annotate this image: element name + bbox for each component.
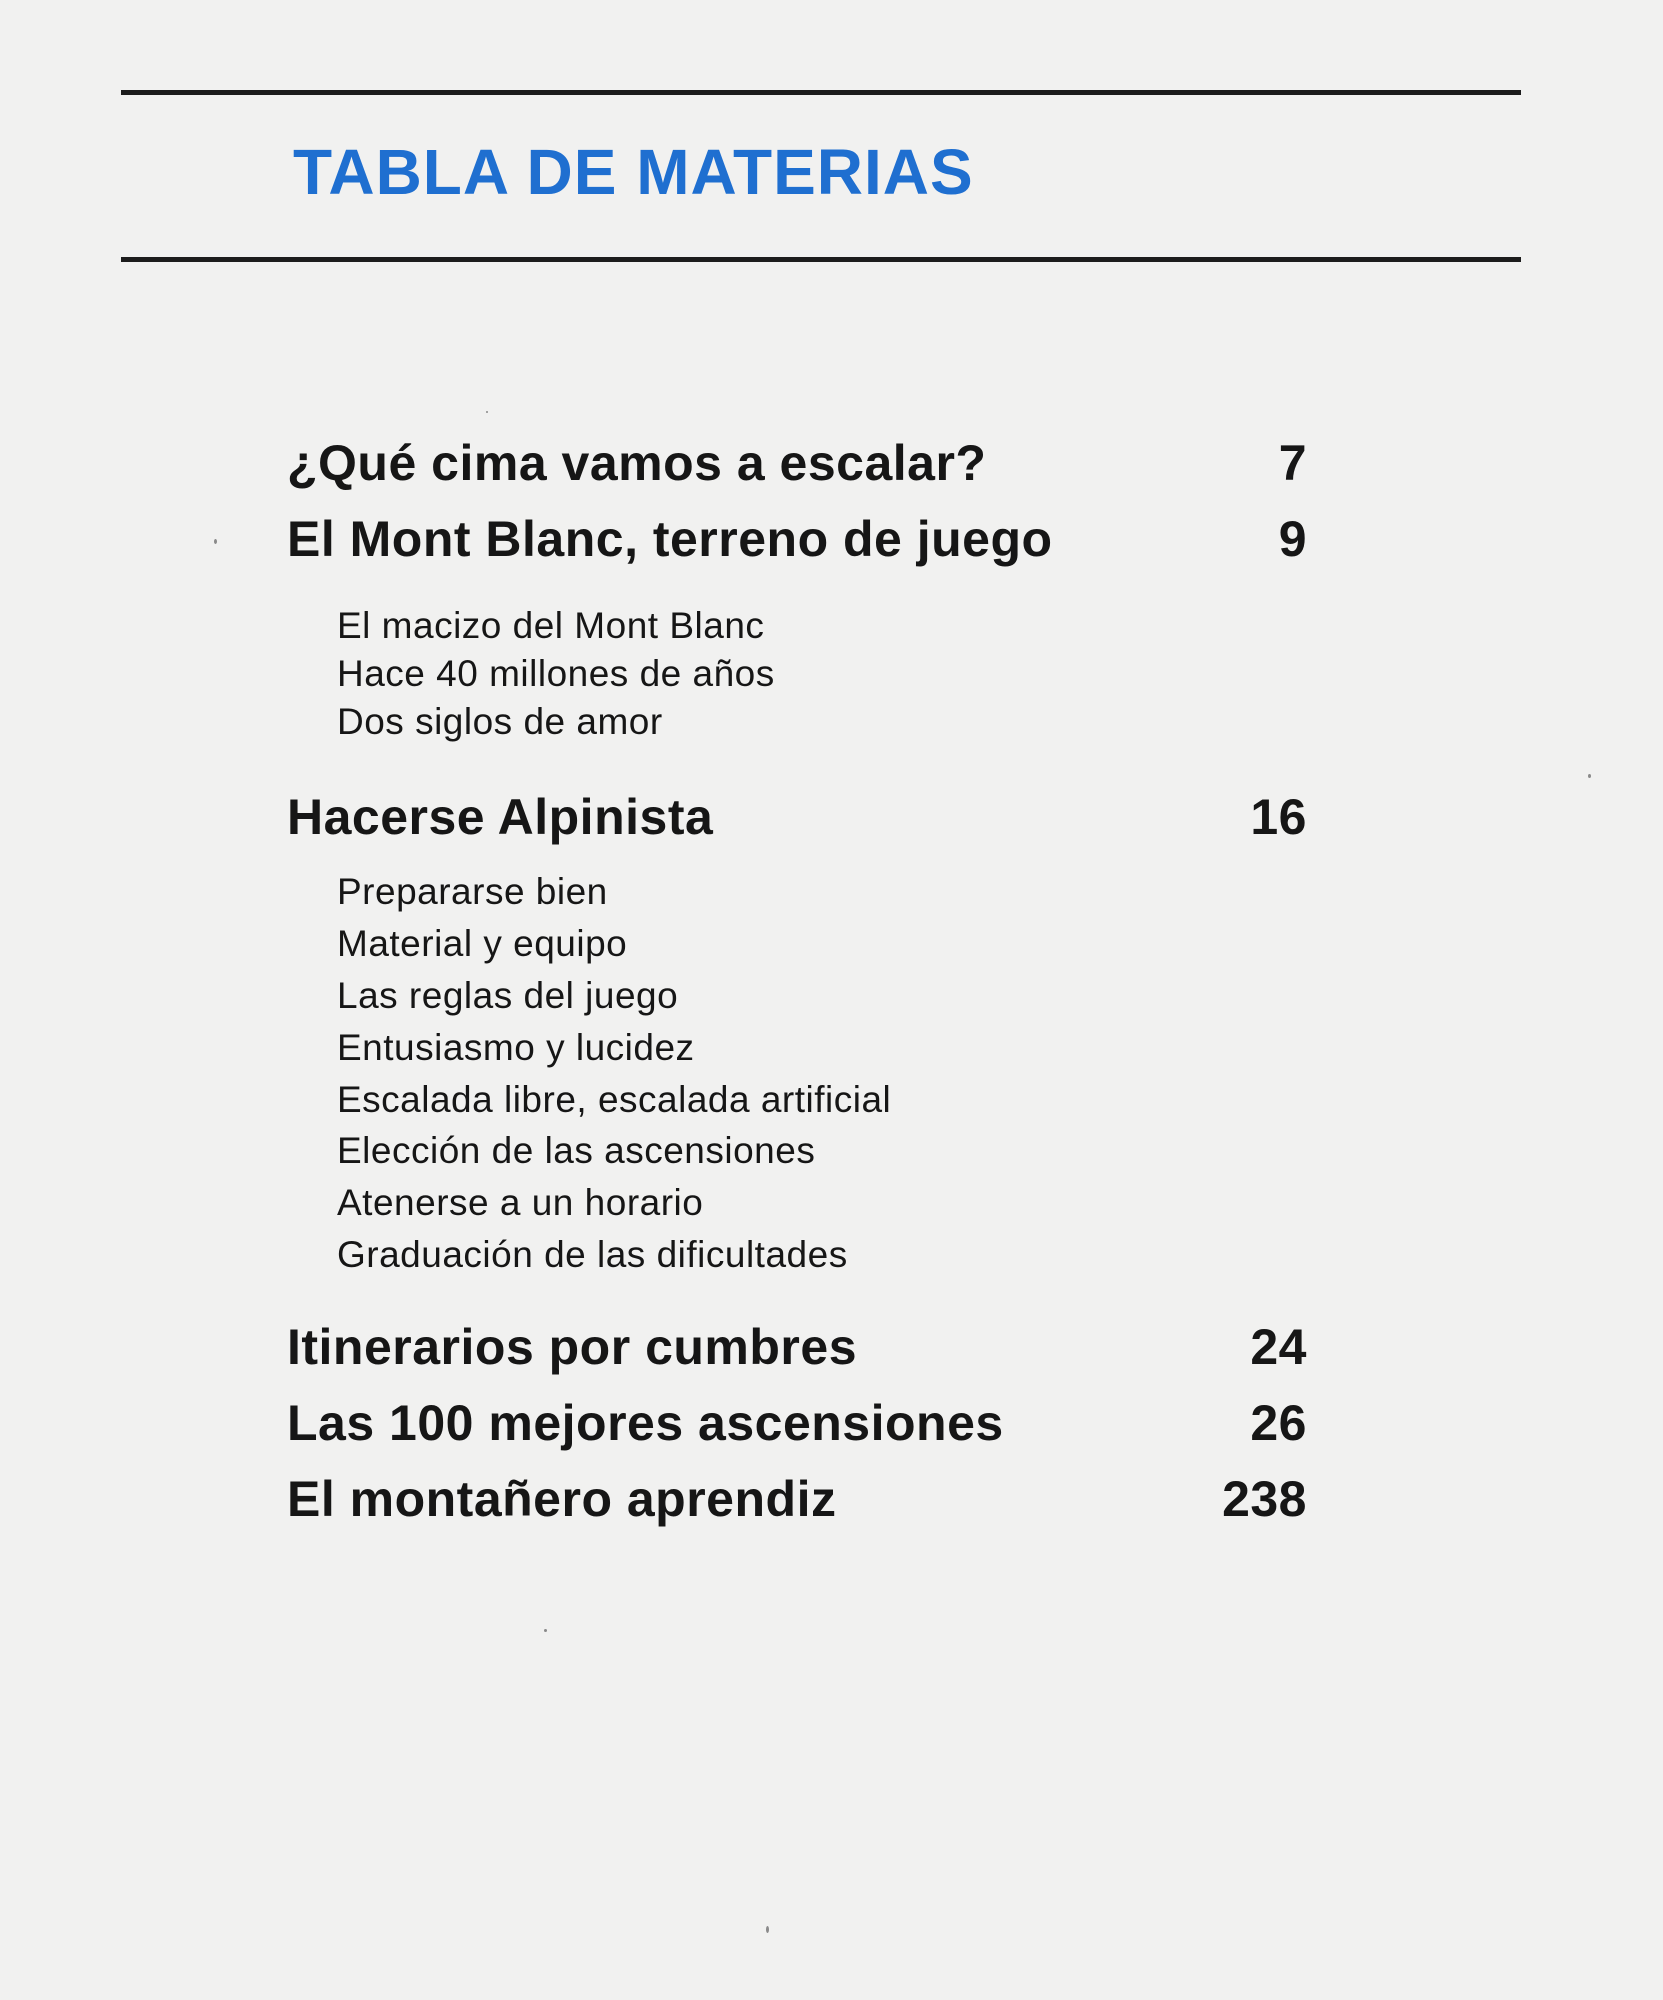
entry-page: 9	[1278, 511, 1307, 567]
subsection-item: Elección de las ascensiones	[337, 1130, 816, 1172]
paper-speck	[766, 1926, 769, 1933]
entry-title: El montañero aprendiz	[287, 1471, 837, 1527]
entry-page: 7	[1278, 435, 1307, 491]
entry-page: 238	[1222, 1471, 1307, 1527]
paper-speck	[486, 411, 488, 413]
paper-speck	[544, 1629, 547, 1632]
entry-title: El Mont Blanc, terreno de juego	[287, 511, 1053, 567]
subsection-item: Las reglas del juego	[337, 974, 679, 1016]
subsection-item: Entusiasmo y lucidez	[337, 1026, 695, 1068]
toc-entry	[287, 1395, 1307, 1451]
paper-speck	[1588, 774, 1591, 778]
subsection-item: Prepararse bien	[337, 871, 608, 912]
entry-title: Las 100 mejores ascensiones	[287, 1395, 1004, 1451]
toc-entry	[287, 1319, 1307, 1375]
subsection-item: Escalada libre, escalada artificial	[337, 1078, 892, 1120]
subsection-item: Dos siglos de amor	[337, 701, 663, 742]
bottom-rule	[121, 257, 1521, 262]
entry-page: 24	[1250, 1319, 1307, 1375]
subsection-item: Material y equipo	[337, 922, 628, 964]
top-rule	[121, 90, 1521, 95]
subsection-item: Hace 40 millones de años	[337, 653, 775, 694]
subsection-item: Atenerse a un horario	[337, 1182, 704, 1224]
toc-entry	[287, 435, 1307, 491]
entry-title: Itinerarios por cumbres	[287, 1319, 857, 1375]
paper-speck	[214, 539, 217, 544]
subsection-item: El macizo del Mont Blanc	[337, 605, 765, 646]
toc-entry	[287, 1471, 1307, 1527]
toc-entry	[287, 511, 1307, 567]
toc-heading: TABLA DE MATERIAS	[293, 136, 974, 208]
entry-page: 26	[1250, 1395, 1307, 1451]
subsection-item: Graduación de las dificultades	[337, 1234, 848, 1276]
entry-title: Hacerse Alpinista	[287, 789, 714, 845]
subsection-list	[337, 866, 891, 1281]
subsection-list	[337, 602, 775, 746]
toc-entry	[287, 789, 1307, 845]
entry-page: 16	[1250, 789, 1307, 845]
entry-title: ¿Qué cima vamos a escalar?	[287, 435, 987, 491]
